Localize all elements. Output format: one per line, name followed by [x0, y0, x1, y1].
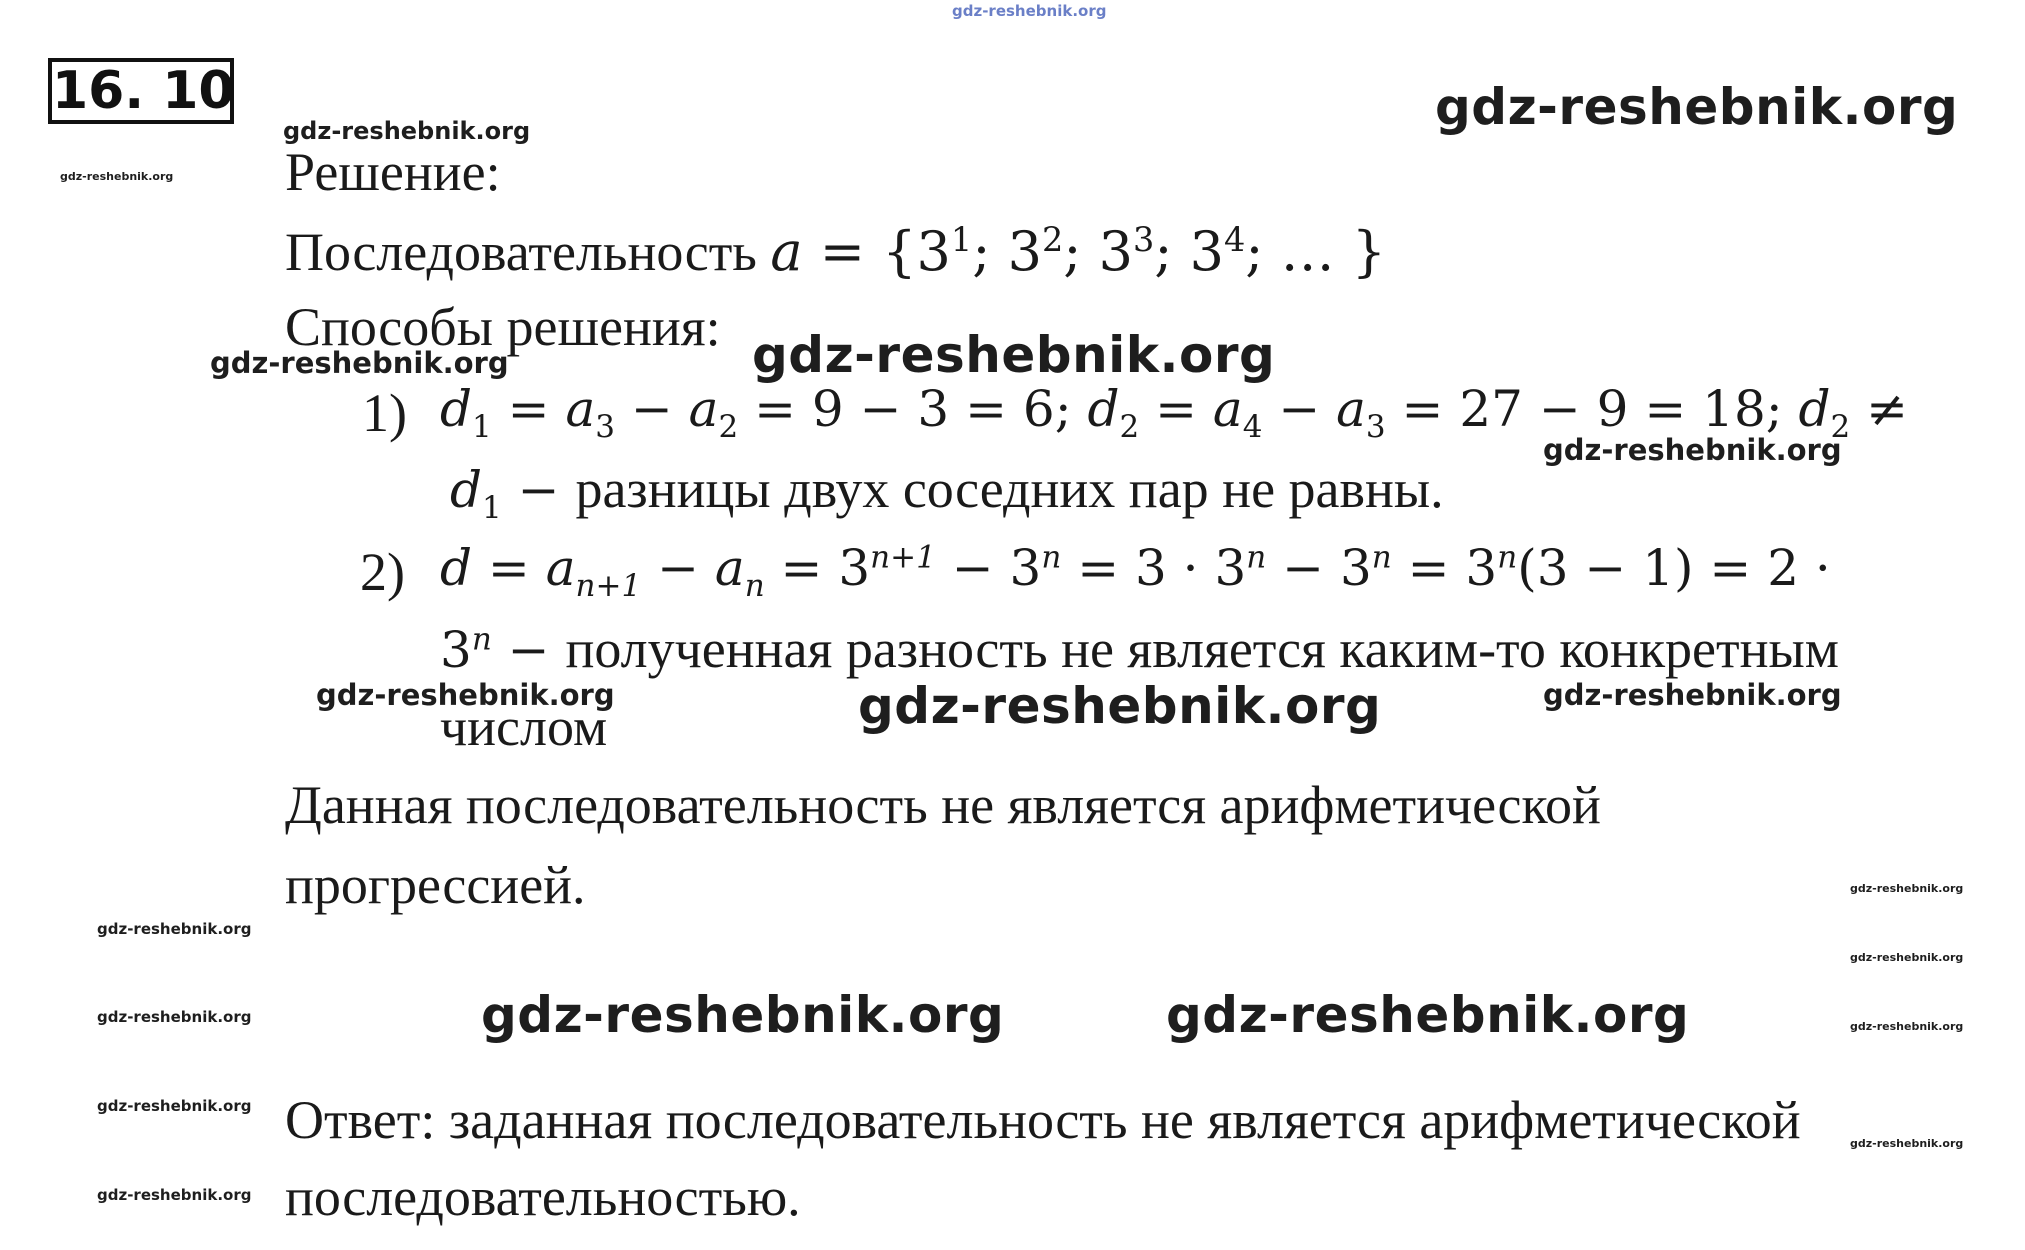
watermark-top: gdz-reshebnik.org — [952, 2, 1107, 20]
watermark: gdz-reshebnik.org — [1850, 951, 1964, 964]
method2-note: полученная разность не является каким-то конкретным — [565, 619, 1839, 679]
sequence-formula-rest: = {$3^1$; $3^2$; $3^3$; $3^4$; … } — [802, 220, 1387, 283]
watermark: gdz-reshebnik.org — [752, 326, 1276, 384]
method1-number: 1) — [362, 383, 407, 443]
watermark: gdz-reshebnik.org — [97, 1008, 252, 1026]
watermark: gdz-reshebnik.org — [1543, 433, 1842, 467]
method1-formula: $d_1 = a_3 - a_2 = 9 - 3 = 6$; $d_2 = a_4 - a_3 = 27 - 9 = 18$; $d_2$ ≠ — [440, 380, 1909, 445]
solution-heading: Решение: — [285, 142, 501, 202]
watermark: gdz-reshebnik.org — [1850, 1137, 1964, 1150]
watermark: gdz-reshebnik.org — [97, 920, 252, 938]
watermark: gdz-reshebnik.org — [481, 986, 1005, 1044]
methods-label: Способы решения: — [285, 297, 721, 357]
watermark: gdz-reshebnik.org — [60, 170, 174, 183]
conclusion-line1: Данная последовательность не является арифметической — [285, 775, 1601, 835]
watermark: gdz-reshebnik.org — [97, 1097, 252, 1115]
sequence-label: Последовательность — [285, 222, 757, 282]
watermark: gdz-reshebnik.org — [1850, 1020, 1964, 1033]
method2-formula: $d = a_{n+1} - a_n = 3^{n+1} - 3^n = 3 \cdot 3^n - 3^n = 3^n(3 - 1) = 2$ · — [440, 539, 1831, 604]
watermark: gdz-reshebnik.org — [858, 677, 1382, 735]
method2-note-cont: числом — [440, 697, 608, 757]
watermark: gdz-reshebnik.org — [1435, 78, 1959, 136]
sequence-line — [285, 220, 1387, 283]
problem-number: 16. 10 — [48, 58, 234, 124]
watermark: gdz-reshebnik.org — [210, 346, 509, 380]
watermark: gdz-reshebnik.org — [1543, 678, 1842, 712]
method1-note: разницы двух соседних пар не равны. — [575, 459, 1444, 519]
watermark: gdz-reshebnik.org — [1850, 882, 1964, 895]
watermark: gdz-reshebnik.org — [97, 1186, 252, 1204]
method2-number: 2) — [360, 542, 405, 602]
method2-line2: $3^n$ − полученная разность не является каким-то конкретным — [440, 619, 1839, 679]
method1-line2: $d_1$ − разницы двух соседних пар не равны. — [450, 459, 1444, 526]
watermark: gdz-reshebnik.org — [283, 117, 531, 145]
watermark: gdz-reshebnik.org — [1166, 986, 1690, 1044]
sequence-formula: a — [770, 220, 803, 283]
answer-line2: последовательностью. — [285, 1167, 801, 1227]
conclusion-line2: прогрессией. — [285, 855, 586, 915]
answer-line1: Ответ: заданная последовательность не является арифметической — [285, 1090, 1801, 1150]
watermark: gdz-reshebnik.org — [316, 678, 615, 712]
